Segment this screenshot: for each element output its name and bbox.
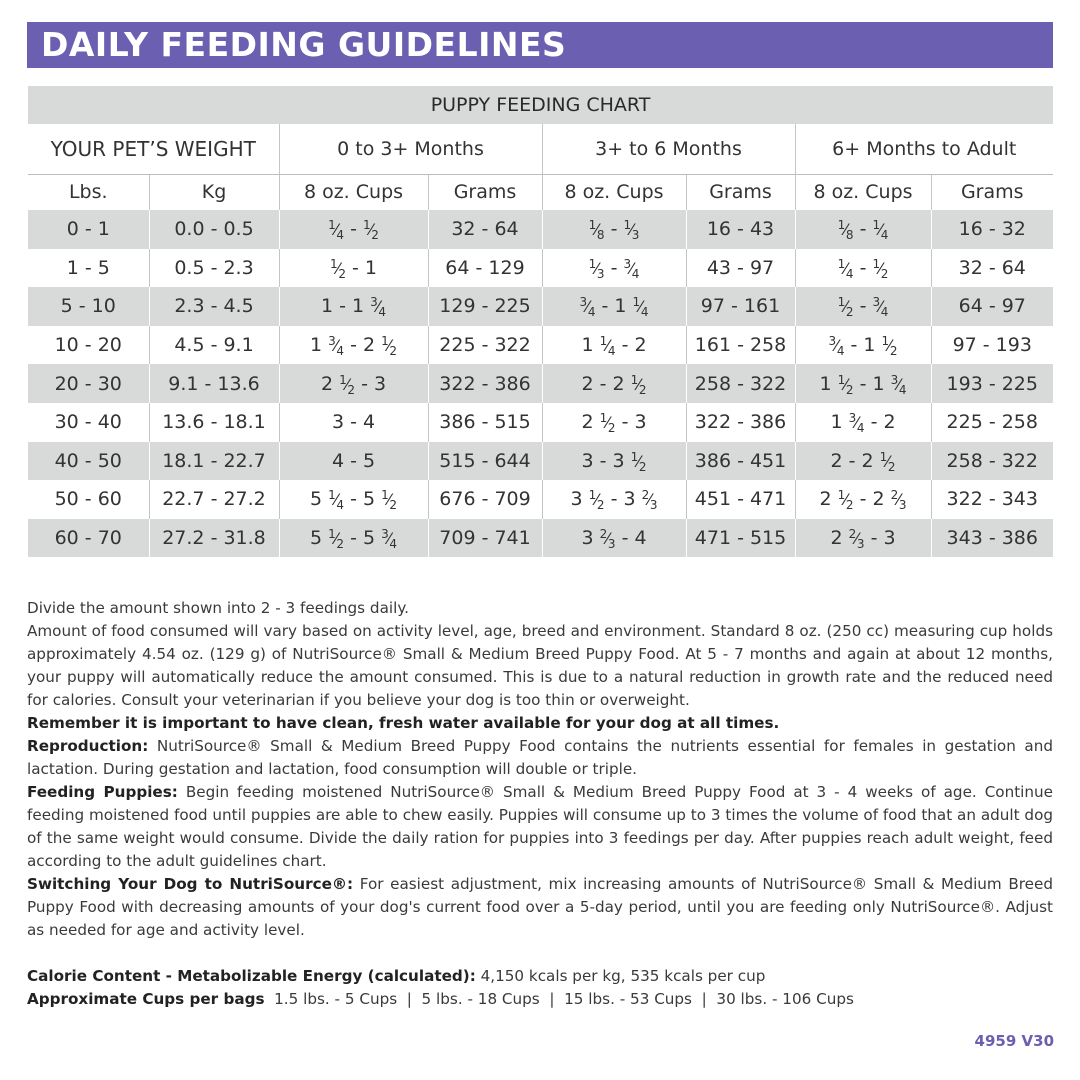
table-cell: 2 1⁄2 - 3 (279, 364, 428, 403)
table-row (28, 403, 1053, 442)
table-row (28, 442, 1053, 481)
table-cell: 3 1⁄2 - 3 2⁄3 (542, 480, 686, 519)
reproduction-text: NutriSource® Small & Medium Breed Puppy Food contains the nutrients essential for females in gestation and lactation. During gestation and lactation, food consumption will double or triple. (27, 737, 1053, 778)
table-cell: 515 - 644 (428, 442, 542, 481)
age-group-header: 3+ to 6 Months (542, 124, 795, 174)
unit-header-grams: Grams (686, 174, 795, 210)
table-cell: 322 - 386 (686, 403, 795, 442)
table-cell: 97 - 161 (686, 287, 795, 326)
unit-header-lbs: Lbs. (68, 181, 108, 204)
table-cell: 22.7 - 27.2 (149, 480, 279, 519)
table-row (28, 480, 1053, 519)
table-cell: 0 - 1 (28, 210, 149, 249)
switching-label: Switching Your Dog to NutriSource®: (27, 875, 354, 893)
table-cell: 1 - 1 3⁄4 (279, 287, 428, 326)
amount-note: Amount of food consumed will vary based on activity level, age, breed and environment. Standard 8 oz. (250 cc) measuring cup holds approximately 4.54 oz. (129 g) of NutriSource® Small & Medium Breed Puppy Food. At 5 - 7 months and again at about 12 months, your puppy will automatically reduce the amount consumed. This is due to a natural reduction in growth rate and the reduced need for calories. Consult your veterinarian if you believe your dog is too thin or overweight. (27, 622, 1053, 709)
table-cell: 4 - 5 (279, 442, 428, 481)
chart-body (28, 210, 1053, 557)
chart-title: PUPPY FEEDING CHART (28, 86, 1053, 124)
table-cell: 2 2⁄3 - 3 (795, 519, 931, 558)
water-note-text: Remember it is important to have clean, fresh water available for your dog at all times. (27, 714, 780, 732)
unit-header-cups: 8 oz. Cups (795, 174, 931, 210)
unit-header-kg: Kg (149, 174, 279, 210)
calorie-label: Calorie Content - Metabolizable Energy (calculated): (27, 967, 476, 985)
table-cell: 386 - 515 (428, 403, 542, 442)
switching-text: For easiest adjustment, mix increasing amounts of NutriSource® Small & Medium Breed Puppy Food with decreasing amounts of your dog's current food over a 5-day period, until you are feeding only NutriSource®. Adjust as needed for age and activity level. (27, 875, 1054, 939)
table-cell: 30 - 40 (54, 411, 122, 434)
table-cell: 258 - 322 (931, 442, 1053, 481)
table-cell: 386 - 451 (686, 442, 795, 481)
table-cell: 1⁄2 - 3⁄4 (795, 287, 931, 326)
table-cell: 1 3⁄4 - 2 (795, 403, 931, 442)
table-cell: 2 - 2 1⁄2 (542, 364, 686, 403)
table-cell: 258 - 322 (686, 364, 795, 403)
table-cell: 3 - 4 (279, 403, 428, 442)
table-cell: 1⁄8 - 1⁄4 (795, 210, 931, 249)
table-cell: 225 - 258 (931, 403, 1053, 442)
table-row (28, 364, 1053, 403)
table-cell: 0.5 - 2.3 (149, 249, 279, 288)
table-cell: 1⁄2 - 1 (279, 249, 428, 288)
table-cell: 1 3⁄4 - 2 1⁄2 (279, 326, 428, 365)
table-cell: 322 - 386 (428, 364, 542, 403)
table-cell: 18.1 - 22.7 (149, 442, 279, 481)
table-cell: 3 2⁄3 - 4 (542, 519, 686, 558)
table-cell: 193 - 225 (931, 364, 1053, 403)
table-cell: 1 1⁄4 - 2 (542, 326, 686, 365)
page-title: DAILY FEEDING GUIDELINES (27, 22, 1053, 68)
table-cell: 32 - 64 (428, 210, 542, 249)
table-cell: 2.3 - 4.5 (149, 287, 279, 326)
table-row (28, 326, 1053, 365)
table-cell: 471 - 515 (686, 519, 795, 558)
age-group-header: 0 to 3+ Months (279, 124, 542, 174)
calorie-text: 4,150 kcals per kg, 535 kcals per cup (475, 967, 766, 985)
calorie-note (27, 965, 1053, 988)
table-cell: 225 - 322 (428, 326, 542, 365)
table-cell: 50 - 60 (54, 488, 122, 511)
table-cell: 322 - 343 (931, 480, 1053, 519)
table-cell: 129 - 225 (428, 287, 542, 326)
reproduction-note (27, 735, 1053, 781)
table-cell: 16 - 32 (931, 210, 1053, 249)
table-cell: 5 - 10 (28, 287, 149, 326)
feeding-notes (27, 597, 1053, 1011)
cups-per-bag-note (27, 988, 1053, 1011)
unit-header-grams: Grams (931, 174, 1053, 210)
table-cell: 64 - 97 (931, 287, 1053, 326)
table-cell: 27.2 - 31.8 (149, 519, 279, 558)
table-cell: 1⁄4 - 1⁄2 (795, 249, 931, 288)
table-cell: 343 - 386 (931, 519, 1053, 558)
product-code: 4959 V30 (974, 1032, 1054, 1050)
table-cell: 43 - 97 (686, 249, 795, 288)
table-cell: 0.0 - 0.5 (149, 210, 279, 249)
table-cell: 676 - 709 (428, 480, 542, 519)
table-cell: 32 - 64 (931, 249, 1053, 288)
table-cell: 709 - 741 (428, 519, 542, 558)
table-cell: 16 - 43 (686, 210, 795, 249)
table-row (28, 287, 1053, 326)
table-cell: 9.1 - 13.6 (149, 364, 279, 403)
table-cell: 97 - 193 (931, 326, 1053, 365)
table-cell: 2 - 2 1⁄2 (795, 442, 931, 481)
switching-note (27, 873, 1053, 942)
table-cell: 10 - 20 (54, 334, 122, 357)
table-cell: 5 1⁄2 - 5 3⁄4 (279, 519, 428, 558)
cups-per-bag-label: Approximate Cups per bags (27, 990, 265, 1008)
table-cell: 5 1⁄4 - 5 1⁄2 (279, 480, 428, 519)
table-cell: 1⁄8 - 1⁄3 (542, 210, 686, 249)
feeding-puppies-note (27, 781, 1053, 873)
table-row (28, 519, 1053, 558)
table-cell: 161 - 258 (686, 326, 795, 365)
table-cell: 3 - 3 1⁄2 (542, 442, 686, 481)
table-row (28, 249, 1053, 288)
age-group-header: 6+ Months to Adult (795, 124, 1053, 174)
puppy-feeding-chart (28, 86, 1053, 557)
table-cell: 1 1⁄2 - 1 3⁄4 (795, 364, 931, 403)
table-cell: 64 - 129 (428, 249, 542, 288)
unit-header-grams: Grams (428, 174, 542, 210)
divide-note: Divide the amount shown into 2 - 3 feedings daily. (27, 599, 409, 617)
table-cell: 2 1⁄2 - 3 (542, 403, 686, 442)
table-cell: 20 - 30 (28, 364, 149, 403)
feeding-puppies-label: Feeding Puppies: (27, 783, 178, 801)
table-cell: 1⁄4 - 1⁄2 (279, 210, 428, 249)
table-row (28, 210, 1053, 249)
reproduction-label: Reproduction: (27, 737, 149, 755)
table-cell: 3⁄4 - 1 1⁄2 (795, 326, 931, 365)
cups-per-bag-text: 1.5 lbs. - 5 Cups | 5 lbs. - 18 Cups | 15 lbs. - 53 Cups | 30 lbs. - 106 Cups (264, 990, 854, 1008)
unit-header-cups: 8 oz. Cups (542, 174, 686, 210)
table-cell: 40 - 50 (28, 442, 149, 481)
table-cell: 1⁄3 - 3⁄4 (542, 249, 686, 288)
table-cell: 2 1⁄2 - 2 2⁄3 (795, 480, 931, 519)
table-cell: 451 - 471 (686, 480, 795, 519)
table-cell: 1 - 5 (66, 256, 110, 279)
feeding-puppies-text: Begin feeding moistened NutriSource® Small & Medium Breed Puppy Food at 3 - 4 weeks of age. Continue feeding moistened food until puppies are able to chew easily. Puppies will consume up to 3 times the volume of food that an adult dog of the same weight would consume. Divide the daily ration for puppies into 3 feedings per day. After puppies reach adult weight, feed according to the adult guidelines chart. (27, 783, 1053, 870)
table-cell: 3⁄4 - 1 1⁄4 (542, 287, 686, 326)
unit-header-cups: 8 oz. Cups (279, 174, 428, 210)
water-note (27, 712, 1053, 735)
table-cell: 4.5 - 9.1 (149, 326, 279, 365)
weight-header: YOUR PET’S WEIGHT (28, 124, 279, 174)
table-cell: 60 - 70 (28, 519, 149, 558)
table-cell: 13.6 - 18.1 (149, 403, 279, 442)
